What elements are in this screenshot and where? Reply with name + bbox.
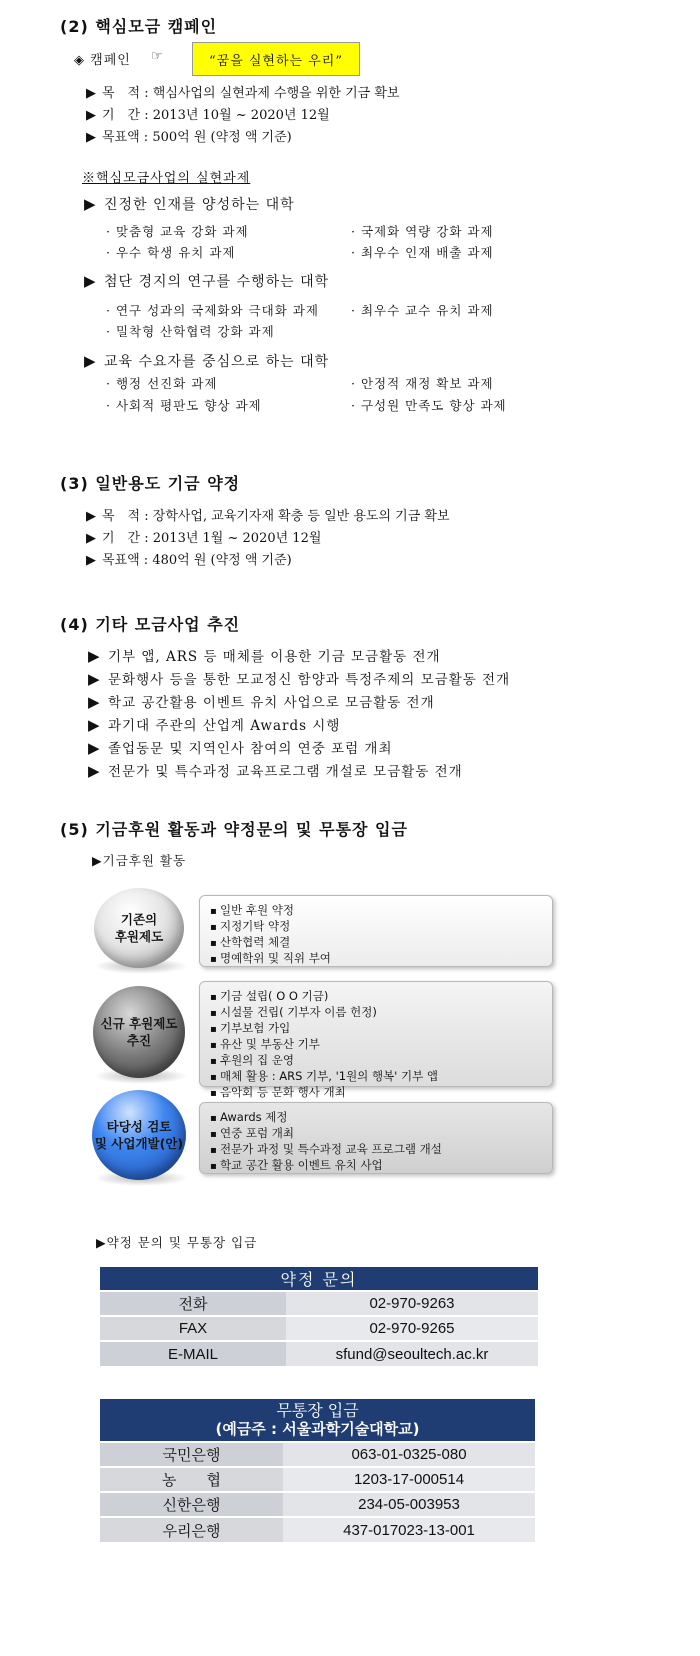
section-3-heading: (3) 일반용도 기금 약정 <box>60 474 241 493</box>
section-4-heading: (4) 기타 모금사업 추진 <box>60 615 241 634</box>
s2-group-1-right-2: · 최우수 인재 배출 과제 <box>351 245 494 260</box>
bank-table-title: 무통장 입금 <box>276 1401 359 1420</box>
table-row <box>100 1316 538 1341</box>
s2-group-1-left-2: · 우수 학생 유치 과제 <box>106 245 236 260</box>
bank-name: 국민은행 <box>100 1442 283 1467</box>
s2-group-2-title: ▶ 첨단 경지의 연구를 수행하는 대학 <box>84 272 330 290</box>
list-item: ▪ 연중 포럼 개최 <box>210 1126 542 1142</box>
activity-label: ▶기금후원 활동 <box>92 853 187 868</box>
contact-key: E-MAIL <box>100 1341 286 1366</box>
campaign-name: “꿈을 실현하는 우리” <box>208 53 344 69</box>
triangle-bullet-icon: ▶ <box>84 272 97 290</box>
triangle-bullet-icon: ▶ <box>84 352 97 370</box>
list-item: ▪ 일반 후원 약정 <box>210 903 542 919</box>
triangle-bullet-icon: ▶ <box>86 553 96 568</box>
campaign-name-highlight <box>192 42 360 76</box>
bank-name: 신한은행 <box>100 1492 283 1517</box>
list-item: ▪ 학교 공간 활용 이벤트 유치 사업 <box>210 1158 542 1174</box>
s3-line-2: ▶ 기 간 : 2013년 1월 ~ 2020년 12월 <box>86 531 322 546</box>
triangle-bullet-icon: ▶ <box>88 739 101 757</box>
contact-key: 전화 <box>100 1291 286 1316</box>
table-row <box>100 1492 535 1517</box>
triangle-bullet-icon: ▶ <box>84 195 97 213</box>
s3-line-1: ▶ 목 적 : 장학사업, 교육기자재 확충 등 일반 용도의 기금 확보 <box>86 509 450 524</box>
s2-line-1: ▶ 목 적 : 핵심사업의 실현과제 수행을 위한 기금 확보 <box>86 86 400 101</box>
triangle-bullet-icon: ▶ <box>86 130 96 145</box>
triangle-bullet-icon: ▶ <box>88 716 101 734</box>
contact-value: 02-970-9265 <box>286 1316 538 1341</box>
triangle-bullet-icon: ▶ <box>86 108 96 123</box>
circle-existing-programs <box>94 888 184 968</box>
s2-subheading: ※핵심모금사업의 실현과제 <box>82 171 251 186</box>
list-item: ▪ 기금 설립( O O 기금) <box>210 989 542 1005</box>
section-2-heading: (2) 핵심모금 캠페인 <box>60 17 218 36</box>
list-item: ▪ 지정기탁 약정 <box>210 919 542 935</box>
s2-group-3-right-2: · 구성원 만족도 향상 과제 <box>351 398 507 413</box>
bank-account: 1203-17-000514 <box>283 1467 535 1492</box>
feasibility-box <box>199 1102 553 1174</box>
triangle-bullet-icon: ▶ <box>86 86 96 101</box>
s4-line-2: ▶ 문화행사 등을 통한 모교정신 함양과 특정주제의 모금활동 전개 <box>88 670 511 688</box>
triangle-bullet-icon: ▶ <box>88 670 101 688</box>
bank-table-subtitle: (예금주 : 서울과학기술대학교) <box>215 1420 420 1438</box>
table-row <box>100 1291 538 1316</box>
bank-account: 063-01-0325-080 <box>283 1442 535 1467</box>
table-row <box>100 1341 538 1366</box>
triangle-bullet-icon: ▶ <box>88 647 101 665</box>
bank-name: 우리은행 <box>100 1517 283 1542</box>
bank-account: 234-05-003953 <box>283 1492 535 1517</box>
list-item: ▪ 산학협력 체결 <box>210 935 542 951</box>
s4-line-4: ▶ 과기대 주관의 산업계 Awards 시행 <box>88 716 341 734</box>
s2-group-1-left-1: · 맞춤형 교육 강화 과제 <box>106 224 249 239</box>
bank-name: 농 협 <box>100 1467 283 1492</box>
triangle-bullet-icon: ▶ <box>86 509 96 524</box>
s4-line-1: ▶ 기부 앱, ARS 등 매체를 이용한 기금 모금활동 전개 <box>88 647 441 665</box>
s2-group-3-right-1: · 안정적 재정 확보 과제 <box>351 376 494 391</box>
s2-group-2-left-2: · 밀착형 산학협력 강화 과제 <box>106 324 275 339</box>
s2-group-3-title: ▶ 교육 수요자를 중심으로 하는 대학 <box>84 352 330 370</box>
list-item: ▪ 유산 및 부동산 기부 <box>210 1037 542 1053</box>
s4-line-3: ▶ 학교 공간활용 이벤트 유치 사업으로 모금활동 전개 <box>88 693 435 711</box>
s2-group-1-title: ▶ 진정한 인재를 양성하는 대학 <box>84 195 295 213</box>
section-5-heading: (5) 기금후원 활동과 약정문의 및 무통장 입금 <box>60 820 408 839</box>
list-item: ▪ 명예학위 및 직위 부여 <box>210 951 542 967</box>
contact-value: 02-970-9263 <box>286 1291 538 1316</box>
contact-table-title: 약정 문의 <box>100 1266 538 1291</box>
table-row <box>100 1442 535 1467</box>
s4-line-5: ▶ 졸업동문 및 지역인사 참여의 연중 포럼 개최 <box>88 739 393 757</box>
triangle-bullet-icon: ▶ <box>88 762 101 780</box>
s2-line-2: ▶ 기 간 : 2013년 10월 ~ 2020년 12월 <box>86 108 330 123</box>
circle-new-label: 신규 후원제도 추진 <box>100 1016 178 1048</box>
circle-existing-label: 기존의 후원제도 <box>114 912 164 944</box>
s2-group-1-right-1: · 국제화 역량 강화 과제 <box>351 224 494 239</box>
circle-feasibility-label: 타당성 검토 및 사업개발(안) <box>94 1119 184 1151</box>
table-row <box>100 1467 535 1492</box>
triangle-bullet-icon: ▶ <box>88 693 101 711</box>
pointing-hand-icon: ☞ <box>151 49 164 64</box>
list-item: ▪ 기부보험 가입 <box>210 1021 542 1037</box>
campaign-label: ◈ 캠페인 <box>74 53 131 68</box>
s2-group-2-left-1: · 연구 성과의 국제화와 극대화 과제 <box>106 303 319 318</box>
bank-table <box>100 1397 535 1542</box>
triangle-bullet-icon: ▶ <box>86 531 96 546</box>
contact-key: FAX <box>100 1316 286 1341</box>
s2-group-2-right-1: · 최우수 교수 유치 과제 <box>351 303 494 318</box>
list-item: ▪ 시설물 건립( 기부자 이름 헌정) <box>210 1005 542 1021</box>
existing-programs-box <box>199 895 553 967</box>
circle-feasibility <box>92 1090 186 1180</box>
new-programs-box <box>199 981 553 1099</box>
contact-table <box>100 1265 538 1366</box>
s2-line-3: ▶ 목표액 : 500억 원 (약정 액 기준) <box>86 130 292 145</box>
s3-line-3: ▶ 목표액 : 480억 원 (약정 액 기준) <box>86 553 292 568</box>
circle-new-programs <box>93 986 185 1078</box>
list-item: ▪ 후원의 집 운영 <box>210 1053 542 1069</box>
list-item: ▪ 음악회 등 문화 행사 개최 <box>210 1085 542 1101</box>
list-item: ▪ Awards 제정 <box>210 1110 542 1126</box>
s2-group-3-left-2: · 사회적 평판도 향상 과제 <box>106 398 262 413</box>
contact-label: ▶약정 문의 및 무통장 입금 <box>96 1235 258 1250</box>
bank-account: 437-017023-13-001 <box>283 1517 535 1542</box>
contact-value: sfund@seoultech.ac.kr <box>286 1341 538 1366</box>
s4-line-6: ▶ 전문가 및 특수과정 교육프로그램 개설로 모금활동 전개 <box>88 762 463 780</box>
list-item: ▪ 전문가 과정 및 특수과정 교육 프로그램 개설 <box>210 1142 542 1158</box>
list-item: ▪ 매체 활용 : ARS 기부, '1원의 행복' 기부 앱 <box>210 1069 542 1085</box>
s2-group-3-left-1: · 행정 선진화 과제 <box>106 376 218 391</box>
table-row <box>100 1517 535 1542</box>
